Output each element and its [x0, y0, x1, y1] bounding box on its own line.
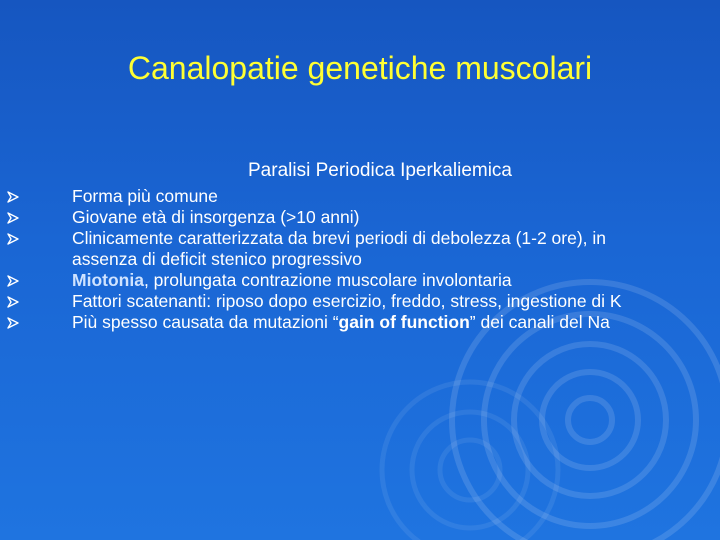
bullet-text: Giovane età di insorgenza (>10 anni)	[72, 207, 360, 227]
bullet-text: ” dei canali del Na	[469, 312, 610, 332]
arrow-bullet-icon	[6, 228, 20, 249]
bullet-text: , prolungata contrazione muscolare involontaria	[143, 270, 512, 290]
bullet-bold: gain of function	[338, 312, 470, 332]
slide-title: Canalopatie genetiche muscolari	[127, 50, 593, 86]
bullet-highlight: Miotonia	[72, 270, 144, 290]
arrow-bullet-icon	[6, 312, 20, 333]
bullet-item	[0, 291, 660, 312]
bullet-text: Fattori scatenanti: riposo dopo esercizio, freddo, stress, ingestione di K	[72, 291, 622, 311]
arrow-bullet-icon	[6, 207, 20, 228]
bullet-text: Forma più comune	[72, 186, 218, 206]
bullet-item	[0, 228, 660, 270]
bullet-item	[0, 312, 660, 333]
bullet-text: Più spesso causata da mutazioni “	[72, 312, 339, 332]
bullet-item	[0, 186, 660, 207]
arrow-bullet-icon	[6, 270, 20, 291]
arrow-bullet-icon	[6, 291, 20, 312]
bullet-text: Clinicamente caratterizzata da brevi periodi di debolezza (1-2 ore), in assenza di deficit stenico progressivo	[72, 228, 607, 269]
subtitle-text: Paralisi Periodica Iperkaliemica	[248, 160, 512, 181]
arrow-bullet-icon	[6, 186, 20, 207]
slide-subtitle	[0, 158, 720, 184]
bullet-item	[0, 270, 660, 291]
bullet-item	[0, 207, 660, 228]
bullet-list	[0, 186, 660, 333]
